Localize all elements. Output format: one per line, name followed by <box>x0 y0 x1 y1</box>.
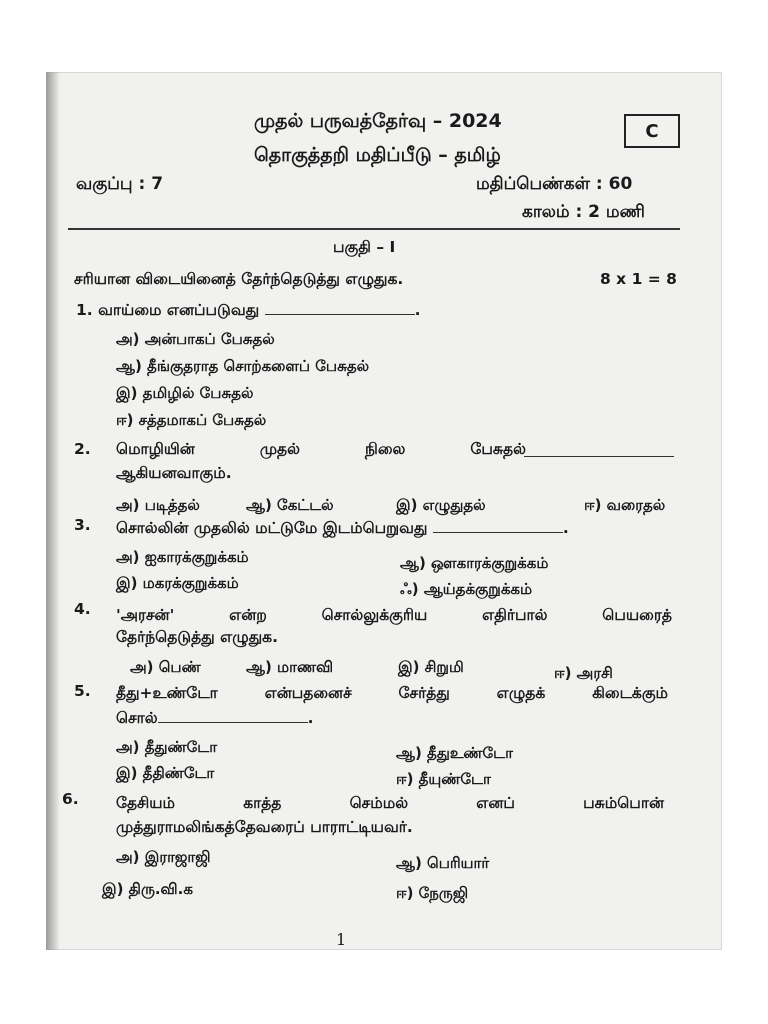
question-word: பெயரைத் <box>602 606 672 624</box>
question-word: என்ற <box>229 606 267 624</box>
question-end: . <box>414 301 421 319</box>
question-word: மொழியின் <box>116 440 195 458</box>
question-1 <box>76 300 420 321</box>
option-b: ஆ) பெரியார் <box>396 854 490 872</box>
option-c: இ) திரு.வி.க <box>102 880 193 898</box>
section-marks: 8 x 1 = 8 <box>600 270 677 288</box>
total-marks: மதிப்பெண்கள் : 60 <box>476 174 633 194</box>
option-c: இ) எழுதுதல் <box>396 496 486 514</box>
option-a: அ) படித்தல் <box>116 496 200 514</box>
question-word: தேசியம் <box>116 794 176 812</box>
question-number: 2. <box>74 440 91 458</box>
question-word: எழுதக் <box>496 684 546 702</box>
question-text: வாய்மை எனப்படுவது <box>98 301 260 319</box>
question-5 <box>116 684 668 704</box>
question-word: சேர்த்து <box>398 684 450 702</box>
page-edge-shadow <box>46 72 60 950</box>
option-b: ஆ) தீதுஉண்டோ <box>396 744 513 762</box>
page-number: 1 <box>336 930 347 949</box>
option-b: ஆ) கேட்டல் <box>246 496 334 514</box>
option-a: அ) தீதுண்டோ <box>116 738 218 756</box>
question-line-2: தேர்ந்தெடுத்து எழுதுக. <box>116 628 278 646</box>
option-a: அ) இராஜாஜி <box>116 848 211 866</box>
question-word: சொல்லுக்குரிய <box>321 606 428 624</box>
answer-blank <box>158 708 308 723</box>
question-line-2: ஆகியனவாகும். <box>116 464 232 482</box>
option-d: ஈ) தீயுண்டோ <box>396 770 491 788</box>
option-d: ஈ) அரசி <box>554 664 613 682</box>
option-b: ஆ) தீங்குதராத சொற்களைப் பேசுதல் <box>116 357 370 375</box>
question-number: 1. <box>76 301 93 319</box>
question-line-2: முத்துராமலிங்கத்தேவரைப் பாராட்டியவர். <box>116 818 413 836</box>
question-3 <box>116 518 569 539</box>
question-end: . <box>562 519 569 537</box>
exam-title: முதல் பருவத்தேர்வு – 2024 <box>254 110 502 132</box>
option-a: அ) பெண் <box>130 658 201 676</box>
question-word: எனப் <box>476 794 515 812</box>
question-word: 'அரசன்' <box>116 606 175 624</box>
option-a: அ) அன்பாகப் பேசுதல் <box>116 330 275 348</box>
question-word: என்பதனைச் <box>264 684 352 702</box>
question-number: 4. <box>74 600 91 618</box>
question-line-2 <box>116 708 314 729</box>
question-word: பேசுதல் <box>470 440 526 458</box>
option-b: ஆ) ஔகாரக்குறுக்கம் <box>400 554 549 572</box>
question-word: செம்மல் <box>349 794 409 812</box>
option-c: இ) தீதிண்டோ <box>116 764 215 782</box>
subject-title: தொகுத்தறி மதிப்பீடு – தமிழ் <box>254 144 501 166</box>
option-c: இ) தமிழில் பேசுதல் <box>116 384 254 402</box>
option-d: ஈ) சத்தமாகப் பேசுதல் <box>116 411 267 429</box>
question-4 <box>116 606 672 626</box>
answer-blank <box>524 456 674 457</box>
section-title: பகுதி – I <box>333 238 396 256</box>
question-word: தீது+உண்டோ <box>116 684 218 702</box>
set-code-box: C <box>624 114 680 148</box>
question-word: நிலை <box>365 440 406 458</box>
question-2 <box>116 440 526 460</box>
option-d: ஃ) ஆய்தக்குறுக்கம் <box>400 580 533 598</box>
duration: காலம் : 2 மணி <box>522 202 645 222</box>
question-word: காத்த <box>243 794 282 812</box>
question-word: கிடைக்கும் <box>592 684 668 702</box>
question-text: சொல்லின் முதலில் மட்டுமே இடம்பெறுவது <box>116 519 428 537</box>
class-label: வகுப்பு : 7 <box>76 174 164 194</box>
section-instruction: சரியான விடையினைத் தேர்ந்தெடுத்து எழுதுக. <box>74 270 404 288</box>
question-word: எதிர்பால் <box>482 606 548 624</box>
question-word: பசும்பொன் <box>583 794 664 812</box>
question-end: . <box>307 709 314 727</box>
question-number: 5. <box>74 682 91 700</box>
header-divider <box>68 228 680 230</box>
answer-blank <box>265 300 415 315</box>
question-number: 3. <box>74 516 91 534</box>
answer-blank <box>433 518 563 533</box>
option-d: ஈ) நேருஜி <box>396 884 469 902</box>
exam-page <box>46 72 722 950</box>
option-d: ஈ) வரைதல் <box>584 496 666 514</box>
option-c: இ) சிறுமி <box>398 658 464 676</box>
question-word: முதல் <box>259 440 301 458</box>
question-6 <box>116 794 664 814</box>
question-number: 6. <box>62 790 79 808</box>
option-c: இ) மகரக்குறுக்கம் <box>116 574 239 592</box>
option-b: ஆ) மாணவி <box>246 658 334 676</box>
question-text: சொல் <box>116 709 158 727</box>
option-a: அ) ஐகாரக்குறுக்கம் <box>116 548 249 566</box>
